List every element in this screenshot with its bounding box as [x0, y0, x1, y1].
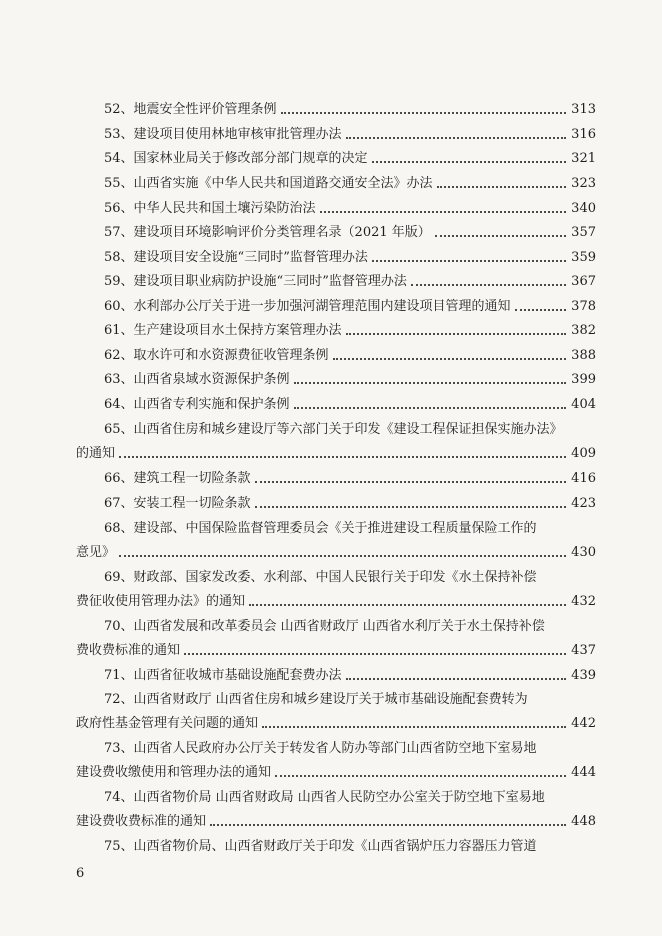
toc-entry-title: 59、建设项目职业病防护设施“三同时”监督管理办法 — [104, 274, 407, 289]
toc-entry-page: 444 — [571, 765, 596, 780]
toc-entry-title: 52、地震安全性评价管理条例 — [104, 102, 277, 117]
toc-entry-line — [104, 494, 596, 514]
toc-entry-line1 — [104, 519, 564, 539]
dot-leader — [255, 506, 566, 508]
dot-leader — [184, 653, 566, 655]
dot-leader — [372, 260, 566, 262]
toc-entry-line2 — [76, 543, 596, 563]
dot-leader — [346, 678, 566, 680]
toc-entry-title-line2: 费收费标准的通知 — [76, 643, 181, 658]
toc-entry[interactable] — [0, 272, 662, 292]
toc-entry-title-line1: 74、山西省物价局 山西省财政局 山西省人民防空办公室关于防空地下室易地 — [104, 790, 545, 805]
toc-entry-title: 62、取水许可和水资源费征收管理条例 — [104, 348, 329, 363]
toc-entry-title-line2: 政府性基金管理有关问题的通知 — [76, 716, 259, 731]
toc-entry-line — [104, 125, 596, 145]
toc-entry[interactable] — [0, 321, 662, 341]
toc-entry[interactable] — [0, 617, 662, 658]
toc-entry[interactable] — [0, 837, 662, 857]
dot-leader — [255, 481, 566, 483]
toc-entry-line2 — [76, 763, 596, 783]
toc-entry-title: 64、山西省专利实施和保护条例 — [104, 397, 290, 412]
toc-entry-line — [104, 395, 596, 415]
toc-entry-title-line2: 费征收使用管理办法》的通知 — [76, 594, 246, 609]
toc-entry[interactable] — [0, 420, 662, 461]
dot-leader — [262, 726, 566, 728]
toc-entry[interactable] — [0, 666, 662, 686]
toc-entry-page: 378 — [571, 299, 596, 314]
toc-entry[interactable] — [0, 248, 662, 268]
toc-entry-line — [104, 666, 596, 686]
dot-leader — [294, 382, 566, 384]
toc-entry-page: 388 — [571, 348, 596, 363]
dot-leader — [372, 161, 566, 163]
toc-entry-line2 — [76, 592, 596, 612]
page-number: 6 — [76, 866, 85, 881]
toc-entry[interactable] — [0, 519, 662, 560]
toc-entry-page: 367 — [571, 274, 596, 289]
dot-leader — [333, 358, 566, 360]
toc-entry-line — [104, 370, 596, 390]
toc-entry-line — [104, 100, 596, 120]
toc-entry[interactable] — [0, 149, 662, 169]
toc-entry-line — [104, 321, 596, 341]
toc-entry-title: 55、山西省实施《中华人民共和国道路交通安全法》办法 — [104, 176, 433, 191]
toc-entry-line — [104, 272, 596, 292]
toc-entry-line — [104, 174, 596, 194]
dot-leader — [275, 775, 566, 777]
toc-entry-title: 56、中华人民共和国土壤污染防治法 — [104, 201, 316, 216]
toc-entry-line2 — [76, 714, 596, 734]
toc-entry-line — [104, 248, 596, 268]
dot-leader — [320, 211, 566, 213]
toc-entry-title-line1: 73、山西省人民政府办公厅关于转发省人防办等部门山西省防空地下室易地 — [104, 741, 537, 756]
toc-entry-title-line2: 建设费收费标准的通知 — [76, 814, 207, 829]
toc-entry-page: 423 — [571, 496, 596, 511]
toc-entry[interactable] — [0, 690, 662, 731]
toc-entry-page: 323 — [571, 176, 596, 191]
toc-entry[interactable] — [0, 100, 662, 120]
toc-entry-line2 — [76, 812, 596, 832]
toc-entry-title-line1: 70、山西省发展和改革委员会 山西省财政厅 山西省水利厅关于水土保持补偿 — [104, 619, 545, 634]
toc-entry-title: 67、安装工程一切险条款 — [104, 496, 251, 511]
toc-entry-page: 321 — [571, 151, 596, 166]
toc-entry-line — [104, 837, 564, 857]
toc-entry-page: 316 — [571, 127, 596, 142]
toc-entry-line — [104, 149, 596, 169]
toc-entry-page: 359 — [571, 250, 596, 265]
toc-entry-title: 63、山西省泉域水资源保护条例 — [104, 372, 290, 387]
dot-leader — [249, 604, 566, 606]
toc-entry-page: 340 — [571, 201, 596, 216]
toc-entry-line — [104, 297, 596, 317]
toc-entry-line1 — [104, 568, 564, 588]
toc-entry-page: 416 — [571, 471, 596, 486]
toc-entry-title-line1: 65、山西省住房和城乡建设厅等六部门关于印发《建设工程保证担保实施办法》 — [104, 422, 563, 437]
toc-entry-page: 404 — [571, 397, 596, 412]
toc-entry-page: 409 — [571, 446, 596, 461]
dot-leader — [346, 333, 566, 335]
toc-entry-title: 57、建设项目环境影响评价分类管理名录（2021 年版） — [104, 225, 431, 240]
toc-entry-line1 — [104, 690, 564, 710]
toc-entry-title: 60、水利部办公厅关于进一步加强河湖管理范围内建设项目管理的通知 — [104, 299, 511, 314]
toc-entry-line2 — [76, 444, 596, 464]
toc-entry-title-line2: 建设费收缴使用和管理办法的通知 — [76, 765, 272, 780]
toc-entry-title-line1: 68、建设部、中国保险监督管理委员会《关于推进建设工程质量保险工作的 — [104, 521, 537, 536]
toc-entry-line — [104, 469, 596, 489]
toc-entry-title-line2: 的通知 — [76, 446, 116, 461]
toc-entry-line — [104, 223, 596, 243]
toc-entry[interactable] — [0, 174, 662, 194]
toc-entry-page: 448 — [571, 814, 596, 829]
toc-entry[interactable] — [0, 469, 662, 489]
toc-entry[interactable] — [0, 568, 662, 609]
toc-entry[interactable] — [0, 370, 662, 390]
toc-entry[interactable] — [0, 125, 662, 145]
toc-entry-title: 61、生产建设项目水土保持方案管理办法 — [104, 323, 342, 338]
toc-entry-title: 58、建设项目安全设施“三同时”监督管理办法 — [104, 250, 368, 265]
toc-entry-title-line2: 意见》 — [76, 545, 116, 560]
toc-entry-line1 — [104, 788, 564, 808]
dot-leader — [411, 284, 566, 286]
toc-entry[interactable] — [0, 494, 662, 514]
toc-entry[interactable] — [0, 739, 662, 780]
toc-entry-page: 442 — [571, 716, 596, 731]
toc-entry-title: 75、山西省物价局、山西省财政厅关于印发《山西省锅炉压力容器压力管道 — [104, 839, 537, 854]
toc-entry-line2 — [76, 641, 596, 661]
dot-leader — [515, 309, 566, 311]
toc-entry-page: 430 — [571, 545, 596, 560]
dot-leader — [281, 112, 566, 114]
toc-entry-line1 — [104, 617, 564, 637]
toc-entry[interactable] — [0, 297, 662, 317]
dot-leader — [119, 456, 566, 458]
toc-entry-title: 66、建筑工程一切险条款 — [104, 471, 251, 486]
toc-entry-page: 439 — [571, 668, 596, 683]
dot-leader — [437, 186, 566, 188]
dot-leader — [294, 407, 566, 409]
toc-entry[interactable] — [0, 395, 662, 415]
toc-entry[interactable] — [0, 346, 662, 366]
toc-entry-title-line1: 69、财政部、国家发改委、水利部、中国人民银行关于印发《水土保持补偿 — [104, 570, 537, 585]
toc-entry-line1 — [104, 420, 564, 440]
toc-entry-page: 399 — [571, 372, 596, 387]
toc-entry-page: 437 — [571, 643, 596, 658]
dot-leader — [346, 137, 566, 139]
toc-entry[interactable] — [0, 199, 662, 219]
dot-leader — [210, 824, 566, 826]
toc-entry-line1 — [104, 739, 564, 759]
toc-entry-page: 313 — [571, 102, 596, 117]
toc-entry-title-line1: 72、山西省财政厅 山西省住房和城乡建设厅关于城市基础设施配套费转为 — [104, 692, 528, 707]
toc-entry[interactable] — [0, 223, 662, 243]
toc-entry[interactable] — [0, 788, 662, 829]
toc-entry-page: 432 — [571, 594, 596, 609]
toc-entry-title: 54、国家林业局关于修改部分部门规章的决定 — [104, 151, 368, 166]
toc-entry-title: 53、建设项目使用林地审核审批管理办法 — [104, 127, 342, 142]
toc-entry-page: 357 — [571, 225, 596, 240]
toc-entry-line — [104, 346, 596, 366]
toc-entry-line — [104, 199, 596, 219]
dot-leader — [119, 555, 566, 557]
dot-leader — [435, 235, 566, 237]
toc-entry-page: 382 — [571, 323, 596, 338]
toc-entry-title: 71、山西省征收城市基础设施配套费办法 — [104, 668, 342, 683]
